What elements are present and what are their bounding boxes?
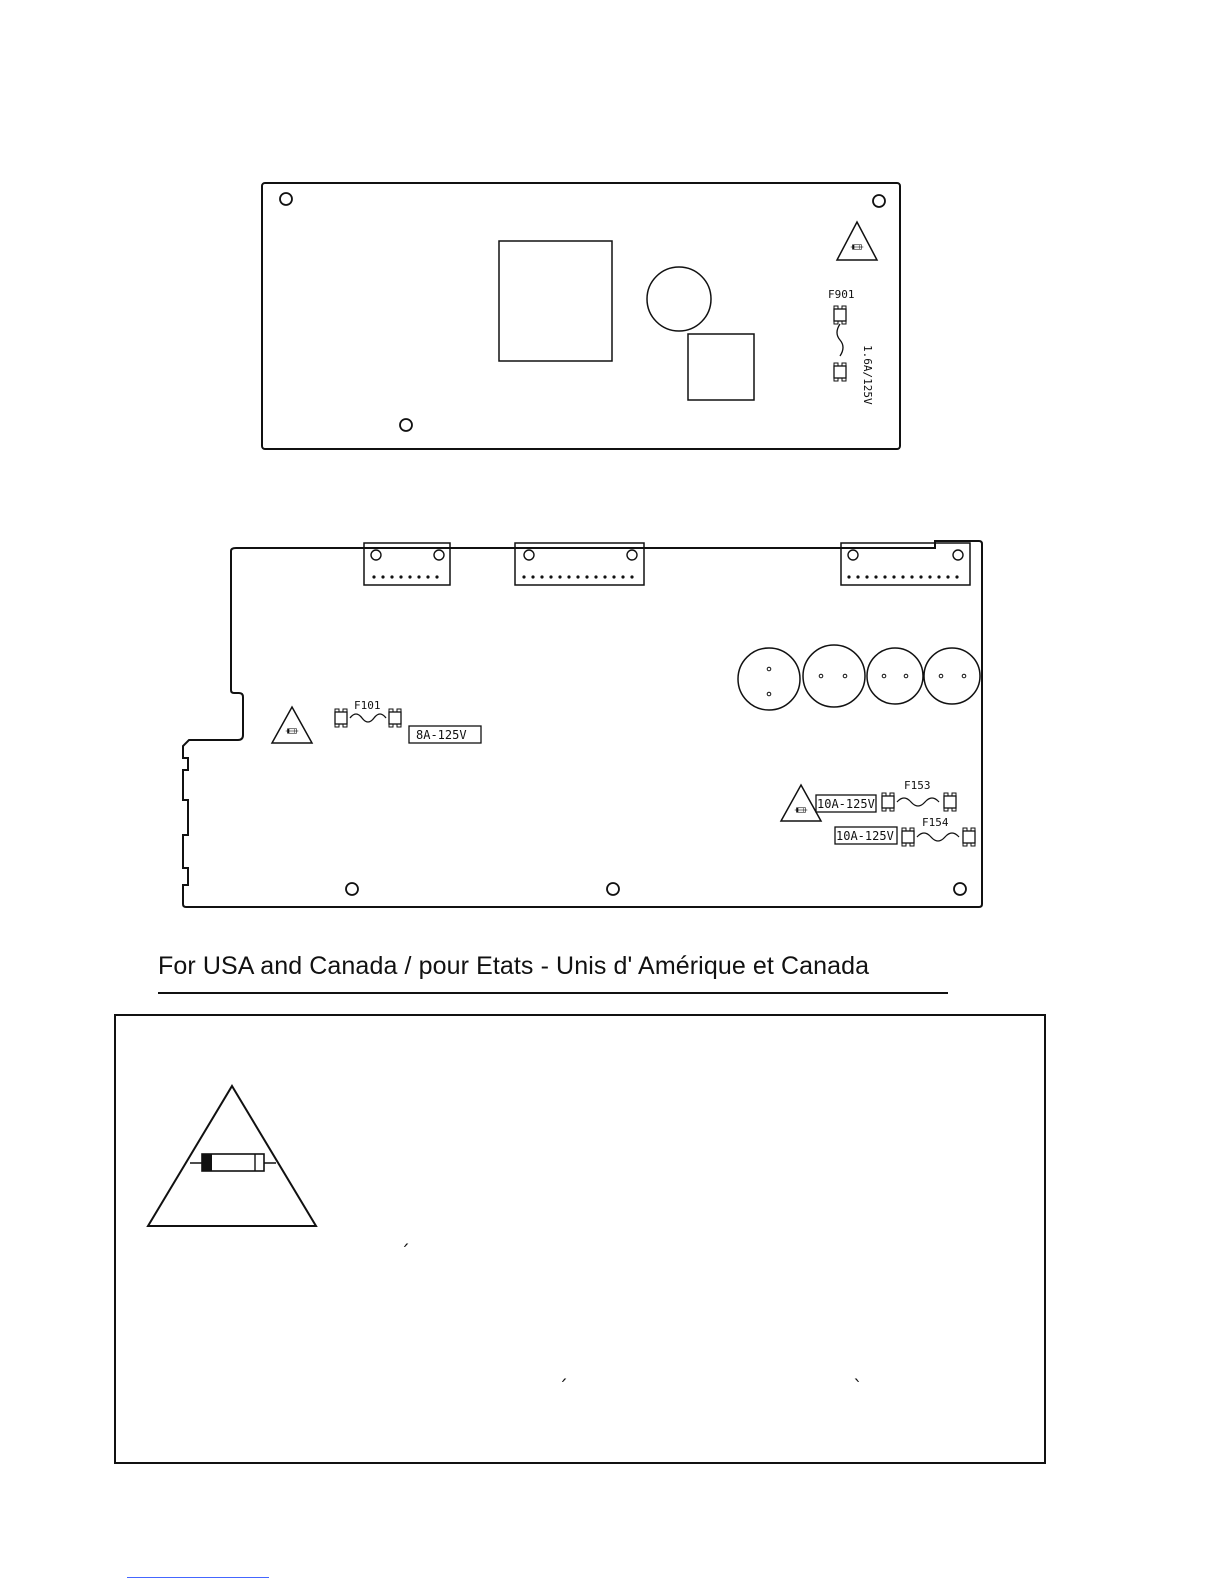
fuse-warning-triangle-icon [781, 785, 821, 821]
fuse-clip-icon [389, 709, 401, 727]
top-board [262, 183, 900, 449]
mount-hole [607, 883, 619, 895]
capacitor-outline [867, 648, 923, 704]
mount-hole [954, 883, 966, 895]
fuse-rating-f101: 8A-125V [416, 728, 467, 742]
fuse-clip-icon [963, 828, 975, 846]
caption-underline [158, 992, 948, 994]
fuse-wire [917, 833, 959, 841]
fuse-warning-triangle-icon [272, 707, 312, 743]
mount-hole [280, 193, 292, 205]
mount-hole [873, 195, 885, 207]
fuse-wire [350, 714, 386, 722]
mount-hole [400, 419, 412, 431]
fuse-wire [837, 324, 843, 356]
fuse-clip-icon [902, 828, 914, 846]
warning-box [114, 1014, 1046, 1464]
footer-link-underline [127, 1577, 269, 1578]
connector-cn3 [841, 543, 970, 585]
capacitor-outline [738, 648, 800, 710]
fuse-rating-f901: 1.6A/125V [861, 345, 874, 405]
top-board-outline [262, 183, 900, 449]
capacitor-outline [924, 648, 980, 704]
fuse-clip-icon [335, 709, 347, 727]
fuse-rating-f153: 10A-125V [817, 797, 875, 811]
fuse-clip-icon [834, 363, 846, 381]
fuse-rating-f154: 10A-125V [836, 829, 894, 843]
component-outline [688, 334, 754, 400]
capacitor-outline [803, 645, 865, 707]
fuse-clip-icon [882, 793, 894, 811]
accent-mark: ´ [400, 1240, 410, 1264]
connector-cn2 [515, 543, 644, 585]
fuse-ref-f154: F154 [922, 816, 949, 829]
fuse-clip-icon [944, 793, 956, 811]
caption-title: For USA and Canada / pour Etats - Unis d' Amérique et Canada [158, 952, 870, 980]
fuse-ref-f901: F901 [828, 288, 855, 301]
bottom-board [183, 541, 982, 907]
accent-mark: ` [853, 1375, 863, 1399]
fuse-ref-f101: F101 [354, 699, 381, 712]
connector-cn1 [364, 543, 450, 585]
bottom-board-outline [183, 541, 982, 907]
accent-mark: ´ [558, 1375, 568, 1399]
capacitor-outline [647, 267, 711, 331]
fuse-ref-f153: F153 [904, 779, 931, 792]
fuse-warning-triangle-icon [837, 222, 877, 260]
transformer-outline [499, 241, 612, 361]
fuse-clip-icon [834, 306, 846, 324]
mount-hole [346, 883, 358, 895]
fuse-wire [897, 798, 939, 806]
